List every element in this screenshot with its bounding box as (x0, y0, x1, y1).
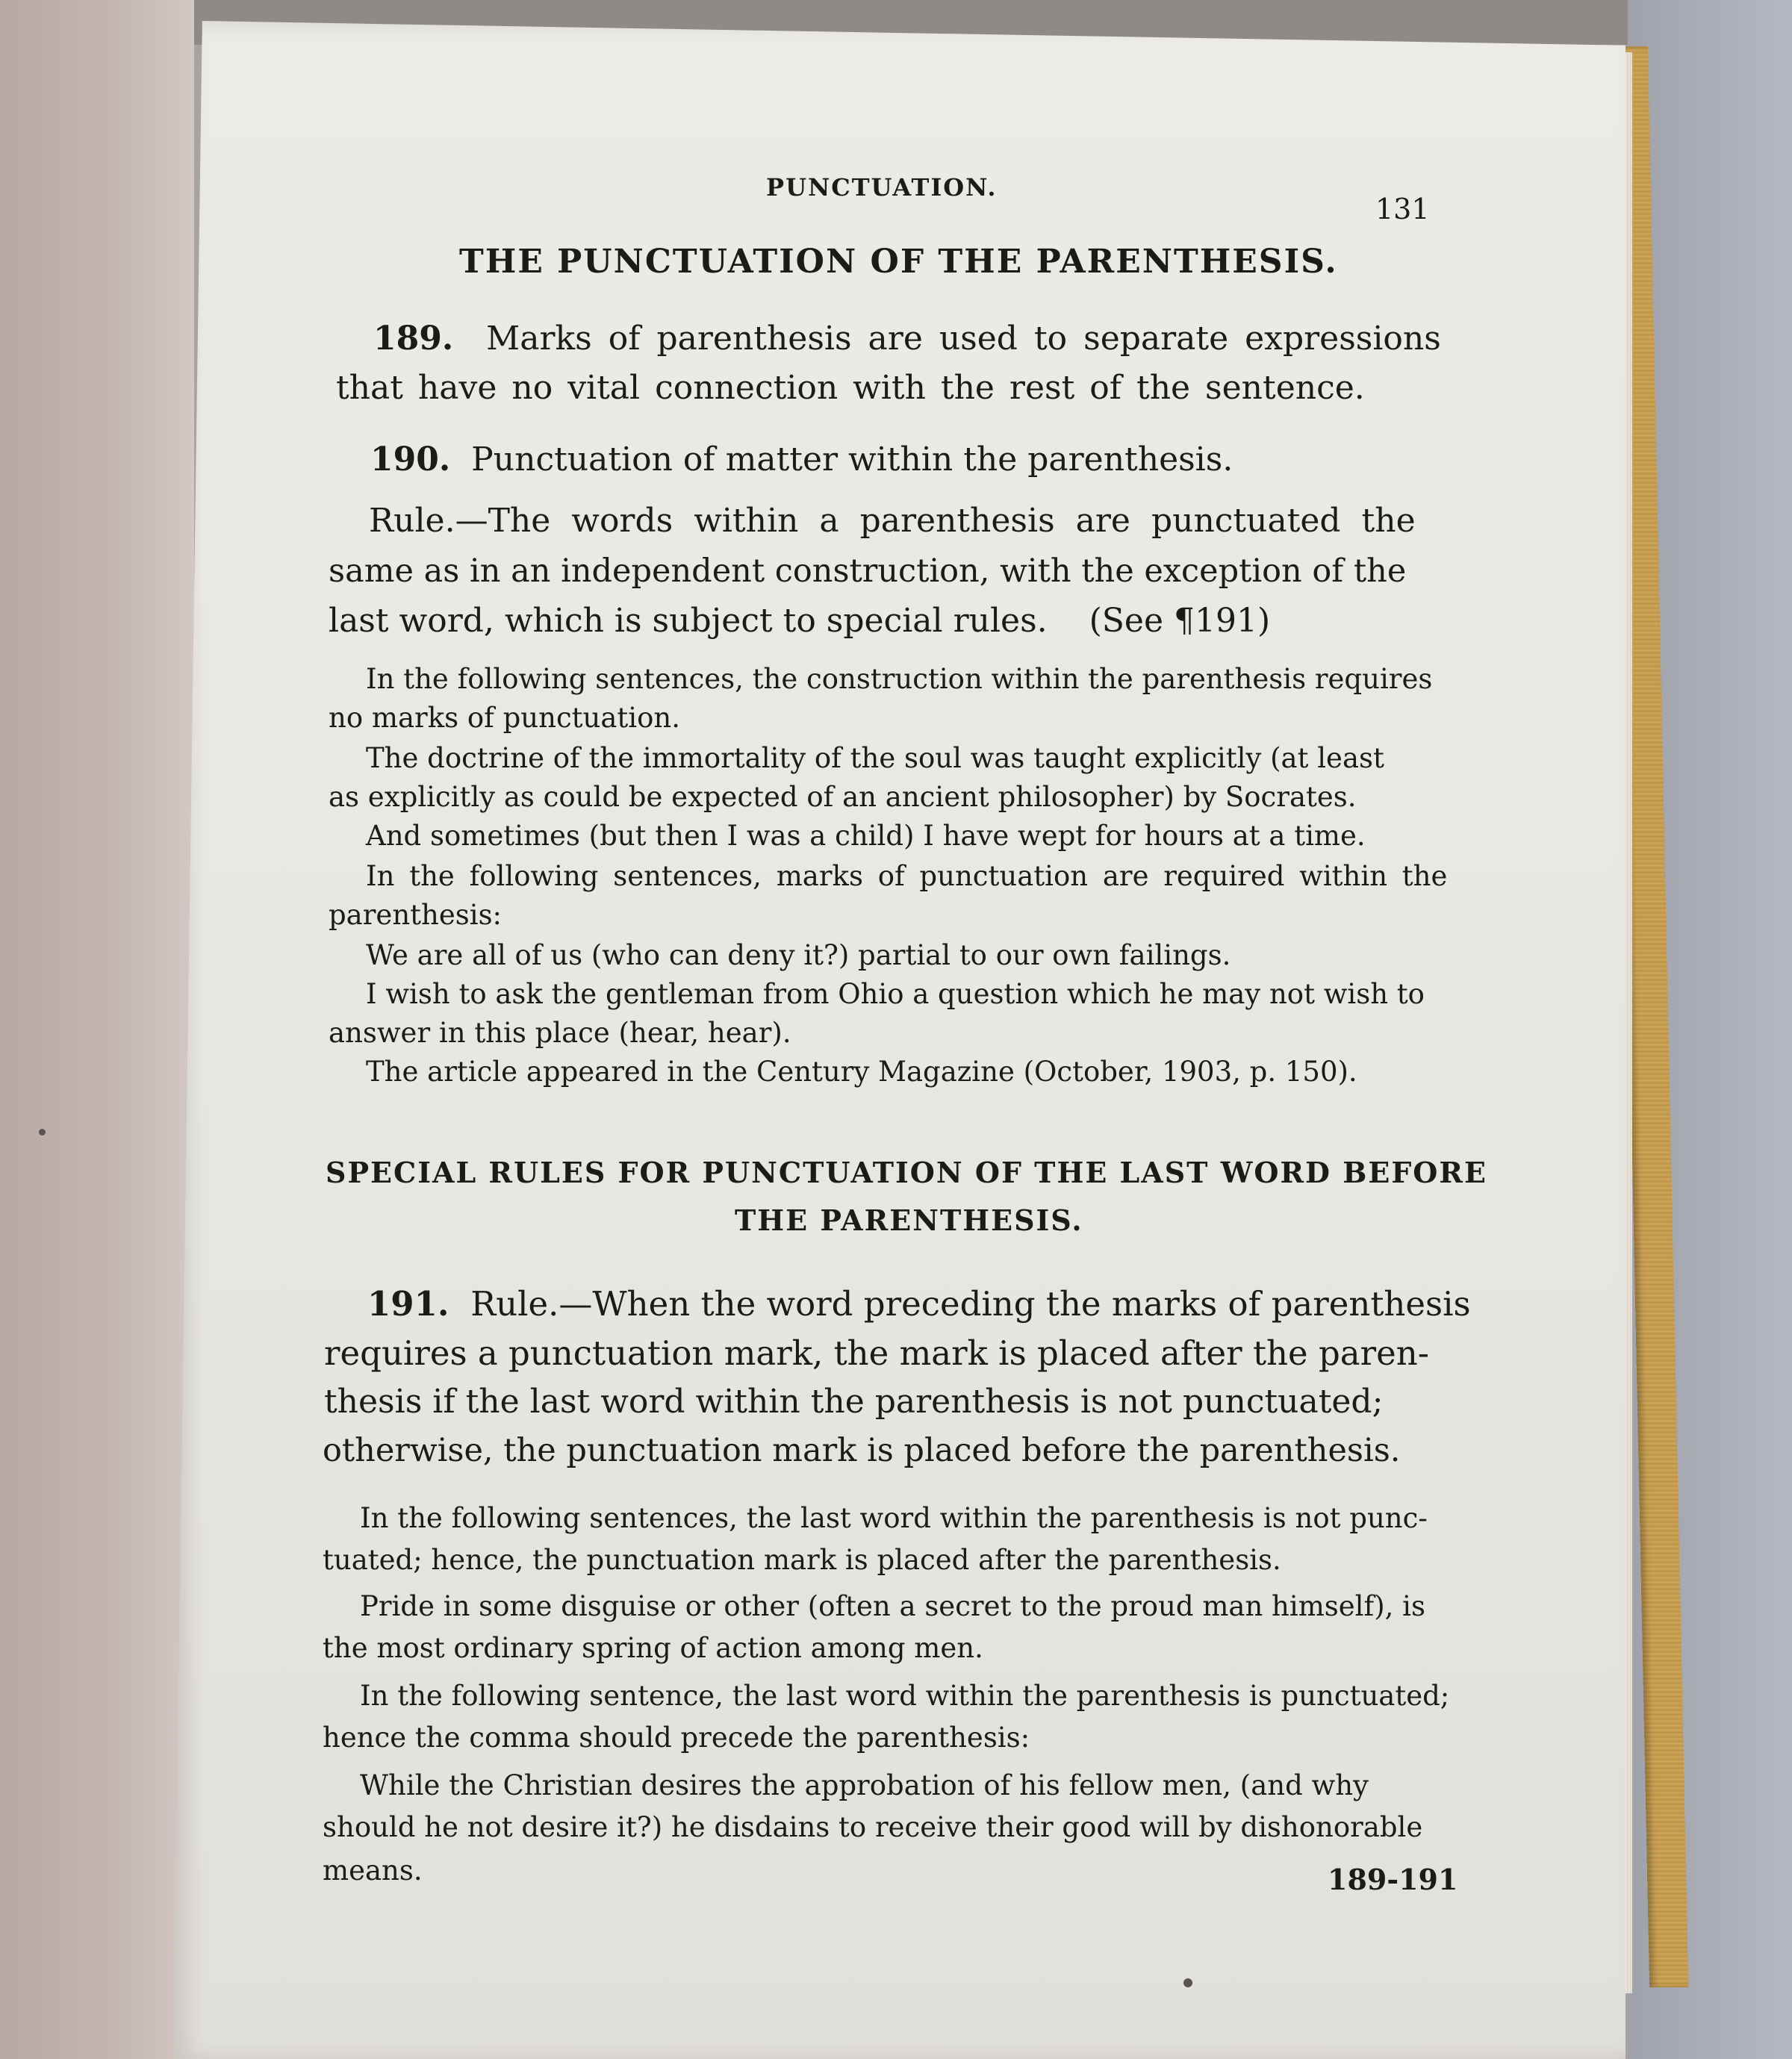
section-title: THE PUNCTUATION OF THE PARENTHESIS. (459, 243, 1338, 281)
example-line: And sometimes (but then I was a child) I have wept for hours at a time. (366, 820, 1366, 852)
paper-blemish (1183, 1978, 1192, 1987)
paragraph-189-line-2: that have no vital connection with the rest of the sentence. (336, 369, 1365, 407)
paragraph-text: Marks of parenthesis are used to separate expressions (486, 320, 1441, 358)
rule-190-line-2: same as in an independent construction, with the exception of the (329, 552, 1407, 590)
paragraph-191-line-1 (367, 1284, 1471, 1324)
paragraph-191-line-4: otherwise, the punctuation mark is placed before the parenthesis. (323, 1432, 1401, 1469)
example-line: In the following sentences, marks of punctuation are required within the (366, 860, 1448, 892)
section-title: THE PARENTHESIS. (735, 1203, 1083, 1237)
example-line: In the following sentence, the last word within the parenthesis is punctuated; (360, 1680, 1450, 1712)
example-line: tuated; hence, the punctuation mark is placed after the parenthesis. (323, 1544, 1281, 1576)
paragraph-number: 191. (367, 1284, 449, 1324)
paragraph-189-line-1 (373, 320, 1441, 358)
example-line: The doctrine of the immortality of the soul was taught explicitly (at least (366, 742, 1384, 774)
paragraph-191-line-3: thesis if the last word within the parenthesis is not punctuated; (324, 1383, 1384, 1421)
example-line: I wish to ask the gentleman from Ohio a question which he may not wish to (366, 978, 1425, 1010)
rule-text: last word, which is subject to special rules. (329, 602, 1048, 640)
example-line: the most ordinary spring of action among men. (323, 1632, 983, 1664)
example-line: We are all of us (who can deny it?) partial to our own failings. (366, 939, 1231, 971)
example-line: While the Christian desires the approbation of his fellow men, (and why (360, 1769, 1369, 1801)
example-line: answer in this place (hear, hear). (329, 1017, 791, 1049)
example-line: parenthesis: (329, 899, 503, 931)
running-head: PUNCTUATION. (766, 173, 998, 202)
facing-page (0, 0, 194, 2059)
example-line: as explicitly as could be expected of an ancient philosopher) by Socrates. (329, 781, 1357, 813)
paper-blemish (39, 1129, 46, 1136)
example-line: Pride in some disguise or other (often a secret to the proud man himself), is (360, 1590, 1425, 1622)
paragraph-191-line-2: requires a punctuation mark, the mark is placed after the paren- (324, 1333, 1429, 1373)
paragraph-190-heading (370, 440, 1233, 479)
example-line: hence the comma should precede the parenthesis: (323, 1722, 1030, 1754)
section-title: SPECIAL RULES FOR PUNCTUATION OF THE LAST WORD BEFORE (326, 1156, 1487, 1189)
rule-190-line-1: Rule.—The words within a parenthesis are punctuated the (369, 502, 1416, 540)
page-number: 131 (1375, 193, 1430, 225)
example-line: means. (323, 1854, 423, 1887)
cross-reference: (See ¶191) (1089, 602, 1271, 640)
example-line: In the following sentences, the last word within the parenthesis is not punc- (360, 1502, 1428, 1534)
example-line: no marks of punctuation. (329, 702, 680, 734)
paragraph-text: Punctuation of matter within the parenthesis. (471, 440, 1233, 479)
example-line: The article appeared in the Century Magazine (October, 1903, p. 150). (366, 1056, 1357, 1088)
example-line: In the following sentences, the construction within the parenthesis requires (366, 663, 1433, 695)
paragraph-reference: 189-191 (1328, 1863, 1458, 1896)
example-line: should he not desire it?) he disdains to receive their good will by dishonorable (323, 1811, 1423, 1843)
paragraph-number: 189. (373, 320, 454, 358)
paragraph-number: 190. (370, 440, 451, 479)
rule-190-line-3 (329, 602, 1270, 640)
paragraph-text: Rule.—When the word preceding the marks of parenthesis (470, 1284, 1471, 1324)
